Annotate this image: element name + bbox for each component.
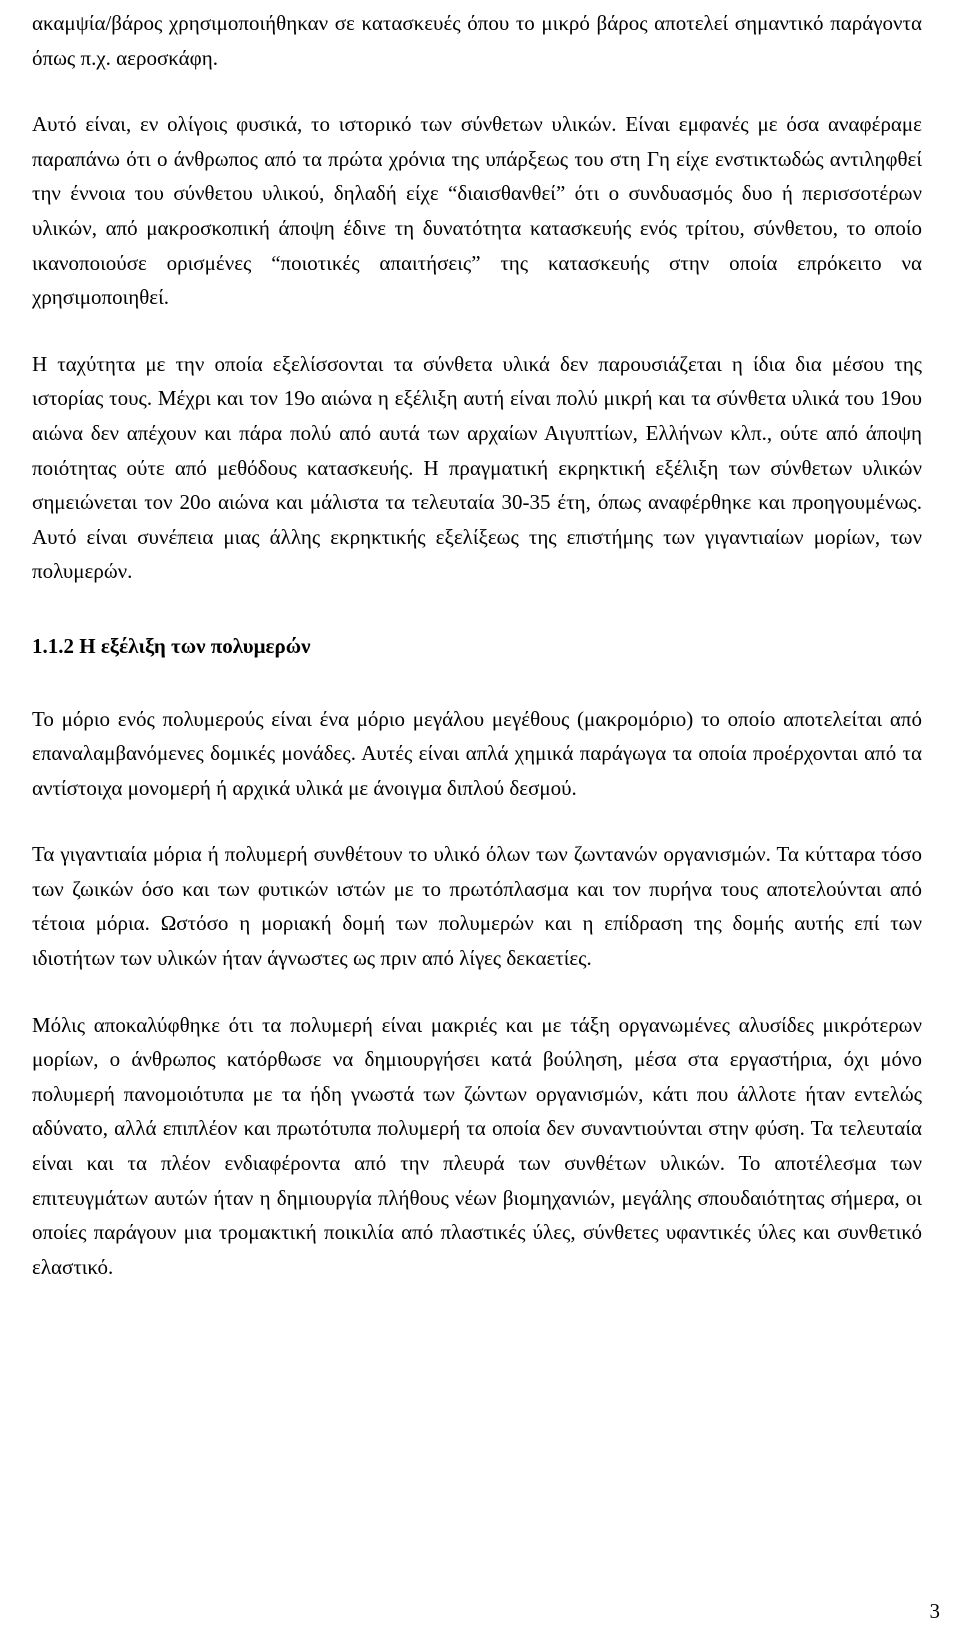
paragraph-evolution-speed: Η ταχύτητα με την οποία εξελίσσονται τα σύνθετα υλικά δεν παρουσιάζεται η ίδια δια μέσου της ιστορίας τους. Μέχρι και τον 19ο αιώνα η εξέλιξη αυτή είναι πολύ μικρή και τα σύνθετα υλικά του 19ου αιώνα δεν απέχουν και πάρα πολύ από αυτά των αρχαίων Αιγυπτίων, Ελλήνων κλπ., ούτε από άποψη ποιότητας ούτε από μεθόδους κατασκευής. Η πραγματική εκρηκτική εξέλιξη των σύνθετων υλικών σημειώνεται τον 20ο αιώνα και μάλιστα τα τελευταία 30-35 έτη, όπως αναφέρθηκε και προηγουμένως. Αυτό είναι συνέπεια μιας άλλης εκρηκτικής εξελίξεως της επιστήμης των γιγαντιαίων μορίων, των πολυμερών.	[32, 351, 922, 584]
paragraph-giant-molecules: Τα γιγαντιαία μόρια ή πολυμερή συνθέτουν το υλικό όλων των ζωντανών οργανισμών. Τα κύτταρα τόσο των ζωικών όσο και των φυτικών ιστών με το πρωτόπλασμα και τον πυρήνα τους αποτελούνται από τέτοια μόρια. Ωστόσο η μοριακή δομή των πολυμερών και η επίδραση της δομής αυτής επί των ιδιοτήτων των υλικών ήταν άγνωστες ως πριν από λίγες δεκαετίες.	[32, 842, 922, 971]
paragraph-polymer-molecule: Το μόριο ενός πολυμερούς είναι ένα μόριο μεγάλου μεγέθους (μακρομόριο) το οποίο αποτελείται από επαναλαμβανόμενες δομικές μονάδες. Αυτές είναι απλά χημικά παράγωγα τα οποία προέρχονται από τα αντίστοιχα μονομερή ή αρχικά υλικά με άνοιγμα διπλού δεσμού.	[32, 706, 922, 800]
paragraph-continued: ακαμψία/βάρος χρησιμοποιήθηκαν σε κατασκευές όπου το μικρό βάρος αποτελεί σημαντικό παράγοντα όπως π.χ. αεροσκάφη.	[32, 11, 922, 70]
section-heading: 1.1.2 Η εξέλιξη των πολυμερών	[32, 633, 311, 658]
paragraph-history-summary: Αυτό είναι, εν ολίγοις φυσικά, το ιστορικό των σύνθετων υλικών. Είναι εμφανές με όσα αναφέραμε παραπάνω ότι ο άνθρωπος από τα πρώτα χρόνια της υπάρξεως του στη Γη είχε ενστικτωδώς αντιληφθεί την έννοια του σύνθετου υλικού, δηλαδή είχε “διαισθανθεί” ότι ο συνδυασμός δυο ή περισσοτέρων υλικών, από μακροσκοπική άποψη έδινε τη δυνατότητα κατασκευής ενός τρίτου, σύνθετου, το οποίο ικανοποιούσε ορισμένες “ποιοτικές απαιτήσεις” της κατασκευής στην οποία επρόκειτο να χρησιμοποιηθεί.	[32, 112, 922, 310]
page-number: 3	[929, 1599, 940, 1623]
paragraph-polymer-discovery: Μόλις αποκαλύφθηκε ότι τα πολυμερή είναι μακριές και με τάξη οργανωμένες αλυσίδες μικρότερων μορίων, ο άνθρωπος κατόρθωσε να δημιουργήσει κατά βούληση, μέσα στα εργαστήρια, όχι μόνο πολυμερή πανομοιότυπα με τα ήδη γνωστά των ζώντων οργανισμών, κάτι που άλλοτε ήταν εντελώς αδύνατο, αλλά επιπλέον και πρωτότυπα πολυμερή τα οποία δεν συναντιούνται στην φύση. Τα τελευταία είναι και τα πλέον ενδιαφέροντα από την πλευρά των συνθέτων υλικών. Το αποτέλεσμα των επιτευγμάτων αυτών ήταν η δημιουργία πλήθους νέων βιομηχανιών, μεγάλης σπουδαιότητας σήμερα, οι οποίες παράγουν μια τρομακτική ποικιλία από πλαστικές ύλες, σύνθετες υφαντικές ύλες και συνθετικό ελαστικό.	[32, 1012, 922, 1279]
document-page	[32, 0, 922, 1284]
